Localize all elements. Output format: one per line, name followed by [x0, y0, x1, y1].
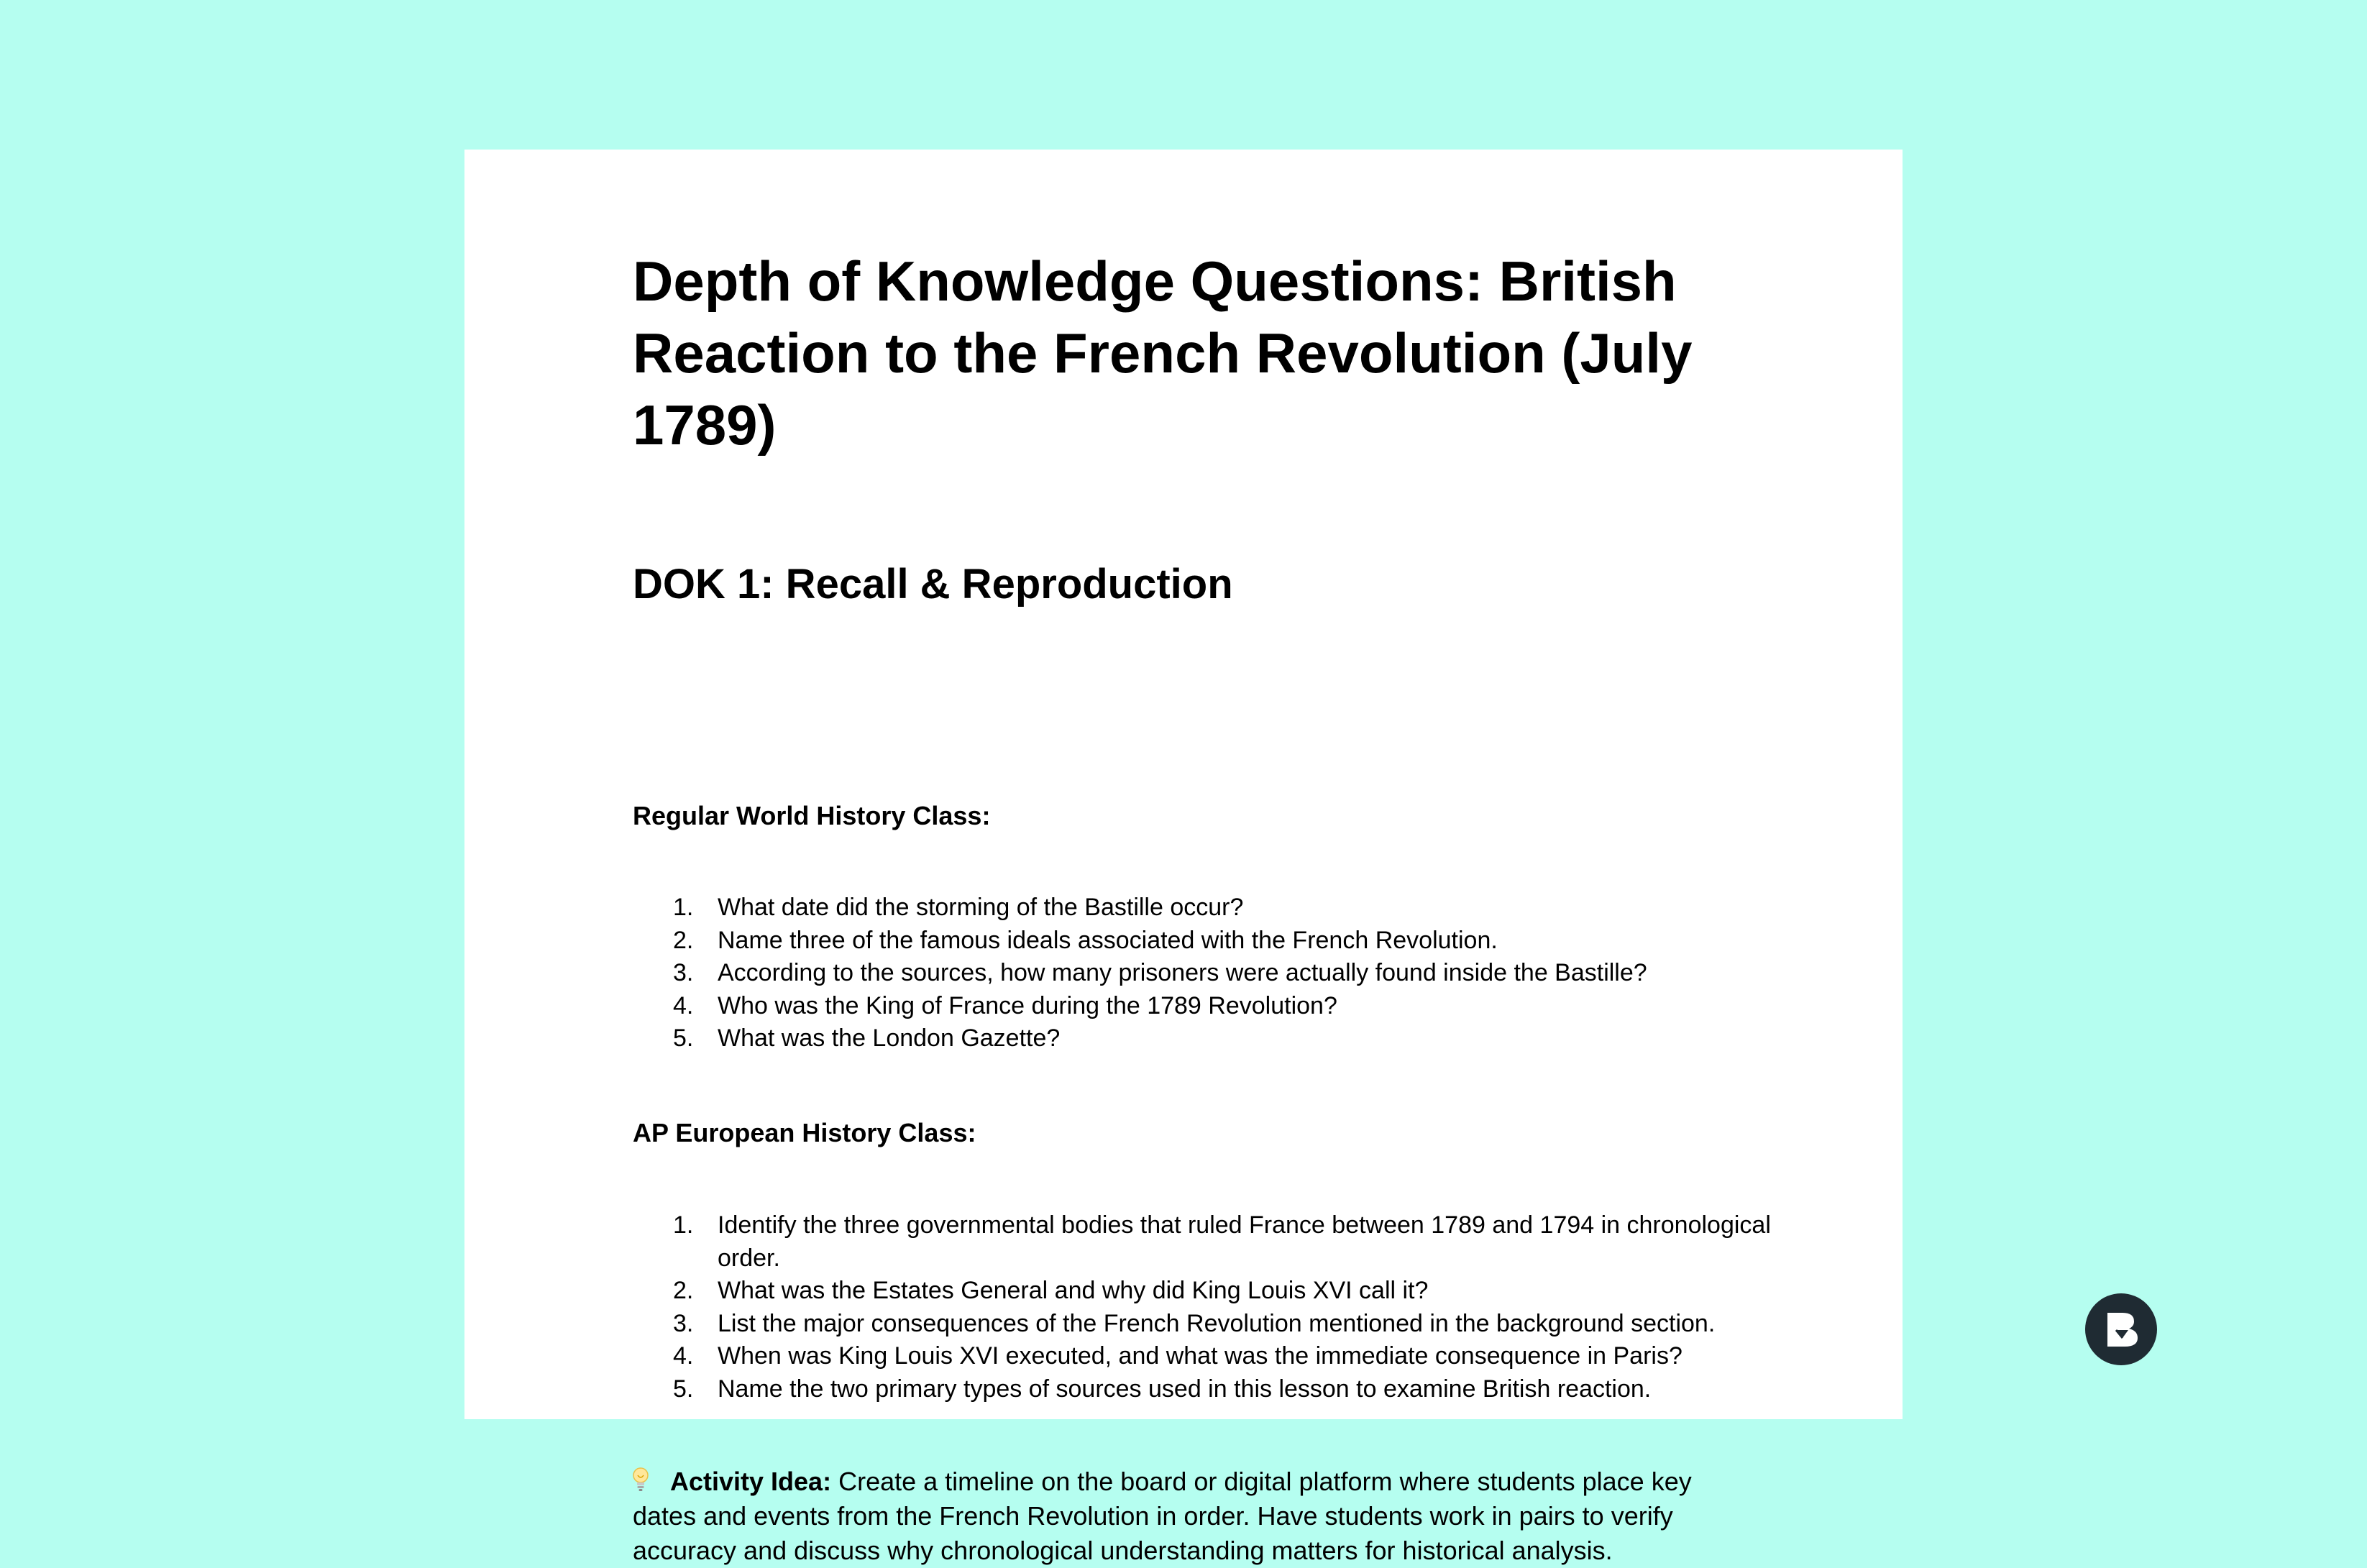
list-item-number: 3.: [673, 959, 694, 986]
brand-badge[interactable]: [2085, 1293, 2157, 1365]
list-item-number: 5.: [673, 1024, 694, 1052]
list-item-text: What date did the storming of the Bastille occur?: [718, 894, 1244, 921]
list-item-number: 2.: [673, 926, 694, 954]
lightbulb-icon: [633, 1466, 649, 1490]
list-item: [633, 1022, 1782, 1055]
list-item: [633, 1308, 1782, 1341]
list-item: [633, 891, 1782, 925]
list-item-text: Name the two primary types of sources used in this lesson to examine British reaction.: [718, 1375, 1652, 1403]
ap-class-heading: AP European History Class:: [633, 1118, 976, 1147]
list-item-text: According to the sources, how many prisoners were actually found inside the Bastille?: [718, 959, 1647, 986]
list-item-number: 1.: [673, 1211, 694, 1239]
list-item: [633, 1275, 1782, 1308]
activity-idea: [633, 1464, 1754, 1568]
activity-label: Activity Idea:: [670, 1467, 832, 1496]
list-item: [633, 1373, 1782, 1406]
activity-text: Create a timeline on the board or digital platform where students place key dates and events from the French Revolution in order. Have students work in pairs to verify accuracy and discuss why chronological understanding matters for historical analysis.: [633, 1467, 1692, 1565]
list-item: [633, 1209, 1782, 1275]
list-item-text: What was the Estates General and why did King Louis XVI call it?: [718, 1277, 1429, 1304]
list-item-number: 4.: [673, 991, 694, 1019]
list-item-number: 2.: [673, 1277, 694, 1304]
list-item-text: Identify the three governmental bodies that ruled France between 1789 and 1794 in chronological order.: [718, 1211, 1771, 1272]
list-item-number: 3.: [673, 1309, 694, 1337]
list-item: [633, 1340, 1782, 1373]
list-item-number: 5.: [673, 1375, 694, 1403]
document-page: [464, 150, 1903, 1565]
list-item: [633, 990, 1782, 1023]
list-item-number: 1.: [673, 894, 694, 921]
list-item-number: 4.: [673, 1342, 694, 1370]
list-item-text: List the major consequences of the French Revolution mentioned in the background section.: [718, 1309, 1716, 1337]
regular-question-list: [633, 891, 1754, 1055]
regular-class-heading: Regular World History Class:: [633, 801, 991, 830]
list-item-text: Who was the King of France during the 1789 Revolution?: [718, 991, 1337, 1019]
brand-logo-icon: [2085, 1293, 2157, 1365]
ap-question-list: [633, 1209, 1771, 1406]
list-item-text: When was King Louis XVI executed, and what was the immediate consequence in Paris?: [718, 1342, 1682, 1370]
list-item-text: What was the London Gazette?: [718, 1024, 1061, 1052]
list-item: [633, 925, 1782, 958]
list-item: [633, 957, 1782, 990]
document-title: Depth of Knowledge Questions: British Reaction to the French Revolution (July 1789): [633, 249, 1693, 457]
list-item-text: Name three of the famous ideals associated with the French Revolution.: [718, 926, 1498, 954]
section-heading-dok1: DOK 1: Recall & Reproduction: [633, 561, 1233, 608]
